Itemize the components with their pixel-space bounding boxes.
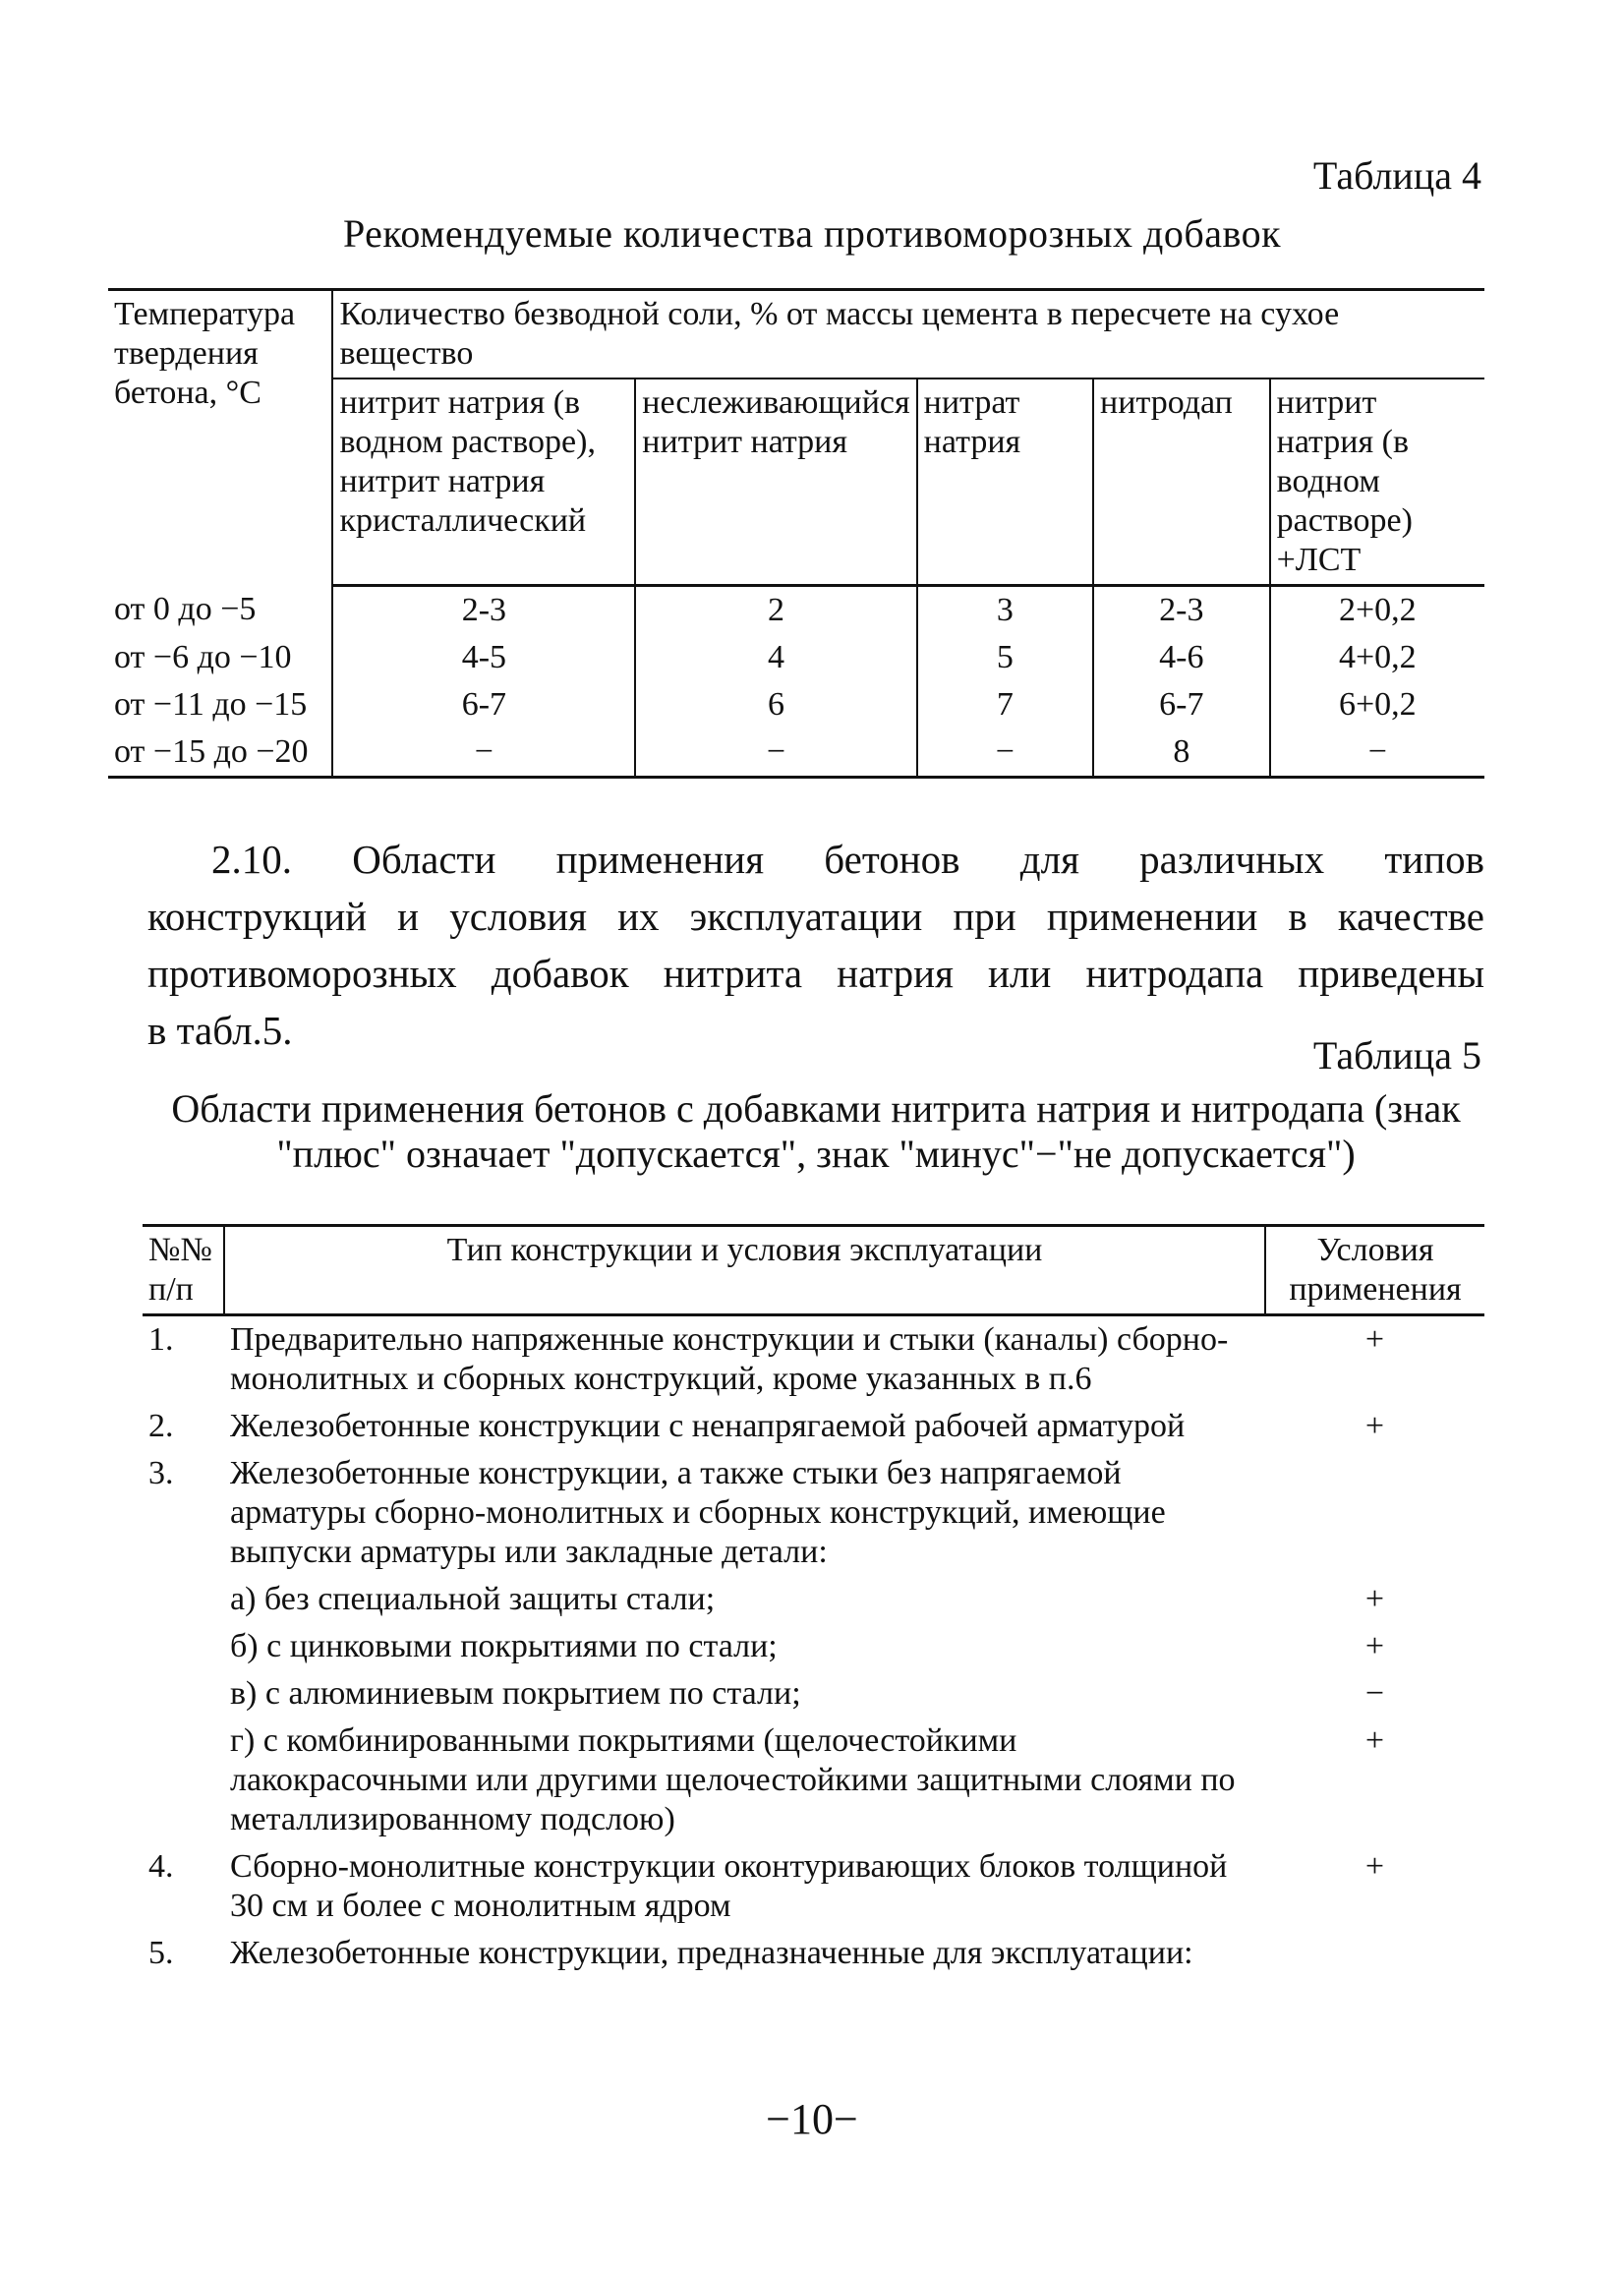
table5-header-number: №№ п/п <box>143 1226 224 1315</box>
table5-text: г) с комбинированными покрытиями (щелочестойкими лакокрасочными или другими щелочестойкими защитными слоями по металлизированному подслою) <box>230 1722 1236 1837</box>
table-row <box>108 634 1484 681</box>
page-number: −10− <box>766 2095 858 2143</box>
table4-col-header: нитрат натрия <box>917 378 1093 586</box>
table5-title: Области применения бетонов с добавками нитрита натрия и нитродапа (знак "плюс" означает "допускается", знак "минус"−"не допускается") <box>171 1086 1461 1176</box>
table4-col-header: нитрит натрия (в водном растворе) +ЛСТ <box>1270 378 1484 586</box>
table5-mark: + <box>1364 1848 1385 1885</box>
table-row <box>143 1670 1484 1718</box>
table5-text: Железобетонные конструкции с ненапрягаемой рабочей арматурой <box>230 1408 1186 1444</box>
paragraph-line: противоморозных добавок нитрита натрия или нитродапа приведены <box>147 951 1484 996</box>
table-row <box>143 1576 1484 1623</box>
table4-cell: 2+0,2 <box>1338 592 1417 628</box>
table4-temp: от −15 до −20 <box>108 728 332 778</box>
table5-num: 2. <box>148 1408 174 1444</box>
table5-num <box>143 1670 224 1718</box>
table-row <box>143 1718 1484 1843</box>
table4-cell: 3 <box>917 586 1093 635</box>
table5-mark: − <box>1364 1675 1385 1712</box>
table4-cell: 8 <box>1093 728 1270 778</box>
table5-text: в) с алюминиевым покрытием по стали; <box>230 1675 801 1712</box>
table5-mark <box>1265 1450 1484 1576</box>
table4-cell: 2-3 <box>1093 586 1270 635</box>
table4-temp: от 0 до −5 <box>108 586 332 635</box>
table5-mark <box>1265 1930 1484 1977</box>
table5-num: 5. <box>148 1935 174 1971</box>
table5-mark: + <box>1364 1408 1385 1444</box>
table5-header-type: Тип конструкции и условия эксплуатации <box>224 1226 1265 1315</box>
table4-cell: 4+0,2 <box>1338 639 1417 675</box>
table4-header-temperature: Температура твердения бетона, °С <box>108 290 332 586</box>
table4-cell: 2-3 <box>332 586 635 635</box>
table5-num: 4. <box>148 1848 174 1885</box>
table4-col-header: неслеживающийся нитрит натрия <box>635 378 916 586</box>
table5 <box>143 1224 1484 1977</box>
table5-label: Таблица 5 <box>1312 1033 1481 1077</box>
table5-text: Железобетонные конструкции, предназначенные для эксплуатации: <box>230 1935 1193 1971</box>
table-row <box>143 1315 1484 1404</box>
table4-cell: − <box>635 728 916 778</box>
table5-num: 1. <box>148 1321 174 1358</box>
table4-cell: 4-6 <box>1093 634 1270 681</box>
table5-num: 3. <box>148 1455 174 1491</box>
table4-label: Таблица 4 <box>1312 153 1481 198</box>
table-row <box>108 728 1484 778</box>
table5-mark: + <box>1364 1581 1385 1617</box>
paragraph-2-10 <box>147 831 1484 1059</box>
table4-cell: 4 <box>635 634 916 681</box>
paragraph-line: в табл.5. <box>147 1008 293 1053</box>
table-row <box>108 681 1484 728</box>
table5-text: б) с цинковыми покрытиями по стали; <box>230 1628 778 1664</box>
table5-text: Железобетонные конструкции, а также стыки без напрягаемой арматуры сборно-монолитных и сборных конструкций, имеющие выпуски арматуры или закладные детали: <box>230 1455 1166 1570</box>
table-row <box>143 1930 1484 1977</box>
table4-cell: − <box>917 728 1093 778</box>
table-row <box>143 1623 1484 1670</box>
table5-mark: + <box>1364 1722 1385 1759</box>
table4-header-quantity: Количество безводной соли, % от массы цемента в пересчете на сухое вещество <box>332 290 1484 379</box>
table-row <box>108 586 1484 635</box>
table5-mark: + <box>1364 1628 1385 1664</box>
table5-text: Предварительно напряженные конструкции и стыки (каналы) сборно-монолитных и сборных конструкций, кроме указанных в п.6 <box>230 1321 1229 1397</box>
table4-cell: 7 <box>917 681 1093 728</box>
table-row <box>143 1403 1484 1450</box>
table5-num <box>143 1623 224 1670</box>
table5-num <box>143 1718 224 1843</box>
table4-title: Рекомендуемые количества противоморозных добавок <box>342 211 1282 256</box>
table4-cell: 5 <box>917 634 1093 681</box>
table4 <box>108 288 1484 779</box>
table5-mark: + <box>1364 1321 1385 1358</box>
table-row <box>143 1450 1484 1576</box>
paragraph-line: конструкций и условия их эксплуатации при применении в качестве <box>147 894 1484 939</box>
table4-cell: 6+0,2 <box>1338 686 1417 723</box>
table4-cell: 2 <box>635 586 916 635</box>
table5-text: а) без специальной защиты стали; <box>230 1581 716 1617</box>
table4-cell: 6 <box>635 681 916 728</box>
table5-text: Сборно-монолитные конструкции оконтуривающих блоков толщиной 30 см и более с монолитным ядром <box>230 1848 1228 1924</box>
table4-cell: − <box>332 728 635 778</box>
table4-temp: от −6 до −10 <box>108 634 332 681</box>
table4-col-header: нитрит натрия (в водном растворе), нитрит натрия кристаллический <box>332 378 635 586</box>
table-row <box>143 1843 1484 1930</box>
paragraph-line: 2.10. Области применения бетонов для различных типов <box>211 837 1484 882</box>
table5-header-conditions: Условия применения <box>1265 1226 1484 1315</box>
table4-cell: 6-7 <box>1093 681 1270 728</box>
table5-num <box>143 1576 224 1623</box>
table4-temp: от −11 до −15 <box>108 681 332 728</box>
table4-cell: − <box>1270 728 1484 778</box>
table4-col-header: нитродап <box>1093 378 1270 586</box>
table4-cell: 4-5 <box>332 634 635 681</box>
table4-cell: 6-7 <box>332 681 635 728</box>
